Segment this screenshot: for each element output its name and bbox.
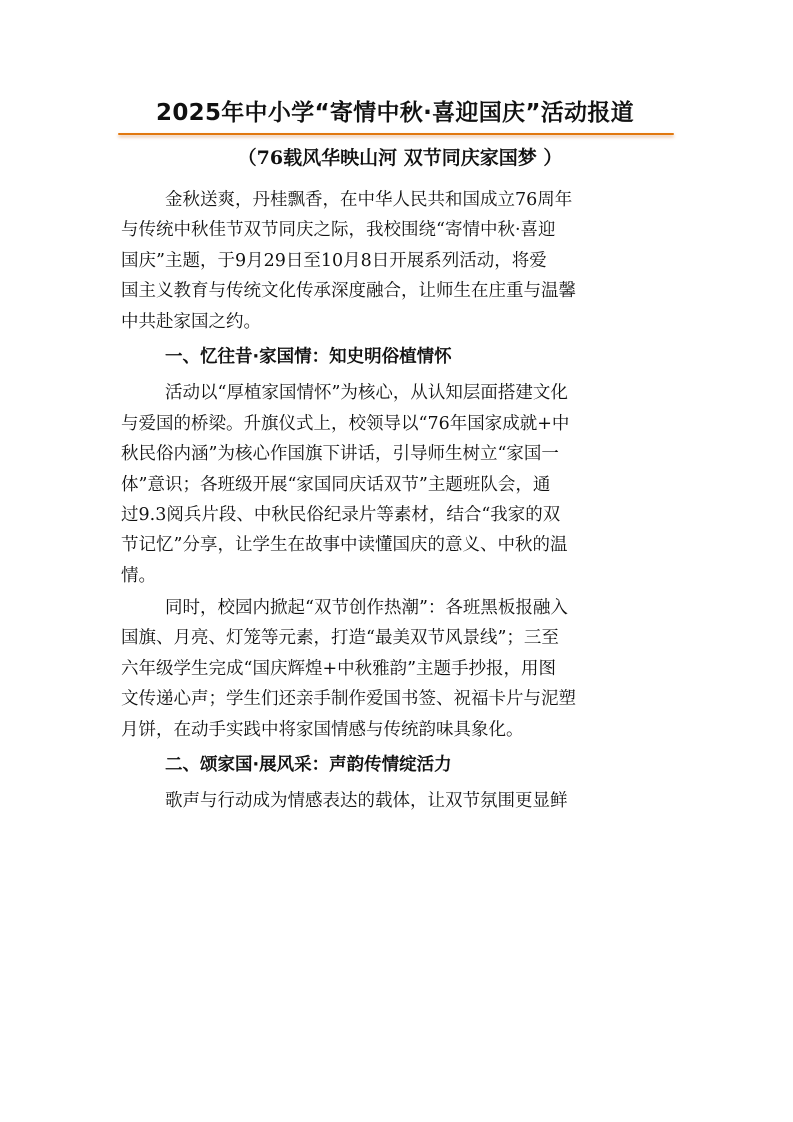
- document-body: [121, 185, 681, 819]
- text-line: 活动以“厚植家国情怀”为核心，从认知层面搭建文化: [165, 383, 568, 404]
- text-line: 国主义教育与传统文化传承深度融合，让师生在庄重与温馨: [121, 281, 576, 302]
- section1-paragraph-2: [121, 593, 681, 745]
- text-line: 月饼，在动手实践中将家国情感与传统韵味具象化。: [121, 719, 524, 740]
- text-line: 过9.3阅兵片段、中秋民俗纪录片等素材，结合“我家的双: [121, 504, 561, 525]
- text-line: 体”意识；各班级开展“家国同庆话双节”主题班队会，通: [121, 474, 551, 495]
- text-line: 金秋送爽，丹桂飘香，在中华人民共和国成立76周年: [165, 190, 573, 210]
- section-heading-1: 一、忆往昔·家国情：知史明俗植情怀: [165, 346, 452, 367]
- text-line: 六年级学生完成“国庆辉煌+中秋雅韵”主题手抄报，用图: [121, 658, 557, 679]
- text-line: 与传统中秋佳节双节同庆之际，我校围绕“寄情中秋·喜迎: [121, 220, 556, 241]
- section2-paragraph-1: [121, 786, 681, 816]
- text-line: 节记忆”分享，让学生在故事中读懂国庆的意义、中秋的温: [121, 535, 568, 556]
- text-line: 国旗、月亮、灯笼等元素，打造“最美双节风景线”；三至: [121, 628, 559, 649]
- text-line: 与爱国的桥梁。升旗仪式上，校领导以“76年国家成就+中: [121, 413, 570, 434]
- text-line: 秋民俗内涵”为核心作国旗下讲话，引导师生树立“家国一: [121, 444, 559, 465]
- text-line: 情。: [121, 565, 156, 586]
- document-title: 2025年中小学“寄情中秋·喜迎国庆”活动报道: [156, 100, 634, 126]
- section-heading-2: 二、颂家国·展风采：声韵传情绽活力: [165, 755, 452, 776]
- title-underline: [118, 133, 674, 135]
- text-line: 国庆”主题，于9月29日至10月8日开展系列活动，将爱: [121, 250, 547, 271]
- text-line: 文传递心声；学生们还亲手制作爱国书签、祝福卡片与泥塑: [121, 689, 576, 710]
- text-line: 同时，校园内掀起“双节创作热潮”：各班黑板报融入: [165, 598, 568, 619]
- intro-paragraph: [121, 185, 681, 337]
- text-line: 歌声与行动成为情感表达的载体，让双节氛围更显鲜: [165, 791, 568, 812]
- text-line: 中共赴家国之约。: [121, 311, 261, 332]
- document-subtitle: （76载风华映山河 双节同庆家国梦 ）: [237, 147, 563, 169]
- section1-paragraph-1: [121, 378, 681, 591]
